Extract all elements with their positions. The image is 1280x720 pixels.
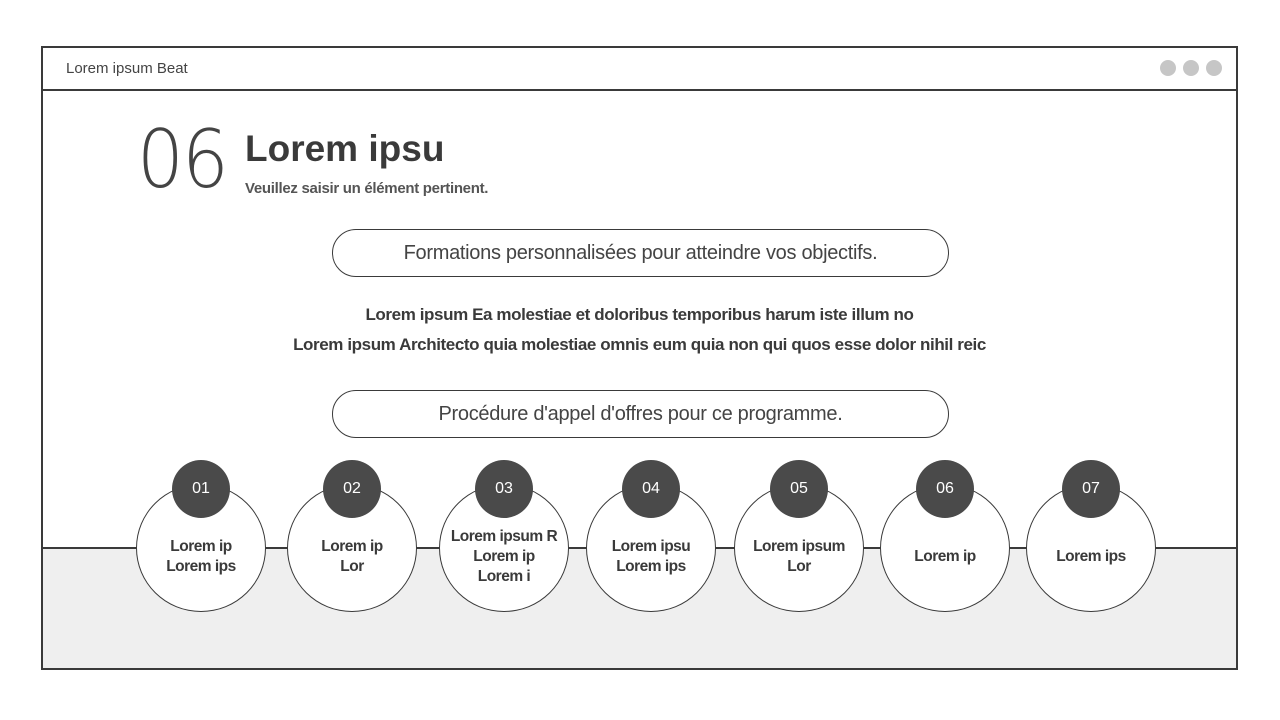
body-line: Lorem ipsum Architecto quia molestiae omnis eum quia non qui quos esse dolor nihil reic (293, 335, 986, 354)
step-label: Lorem ipsu (611, 538, 691, 555)
section-number: 06 (137, 113, 227, 206)
step-label: Lorem ip (914, 548, 976, 565)
step-item (1026, 480, 1156, 612)
step-number-badge: 06 (916, 460, 974, 518)
step-item (287, 480, 417, 612)
step-item (734, 480, 864, 612)
step-number-badge: 03 (475, 460, 533, 518)
step-item (439, 480, 569, 612)
step-label: Lorem ips (166, 558, 236, 575)
page-title: Lorem ipsu (245, 128, 445, 169)
step-number-badge: 05 (770, 460, 828, 518)
window-dot-icon[interactable] (1160, 60, 1176, 76)
page-subtitle: Veuillez saisir un élément pertinent. (245, 180, 489, 197)
step-label: Lor (787, 558, 811, 575)
window-title: Lorem ipsum Beat (66, 60, 188, 77)
step-label: Lorem ipsum R (450, 528, 558, 545)
body-text (43, 300, 1236, 360)
procedure-pill: Procédure d'appel d'offres pour ce programme. (332, 390, 949, 438)
step-label: Lorem ipsum (753, 538, 845, 555)
window-dot-icon[interactable] (1183, 60, 1199, 76)
step-label: Lor (340, 558, 364, 575)
window-dot-icon[interactable] (1206, 60, 1222, 76)
step-number-badge: 02 (323, 460, 381, 518)
step-label: Lorem ip (170, 538, 232, 555)
step-number-badge: 01 (172, 460, 230, 518)
step-item (136, 480, 266, 612)
step-number-badge: 07 (1062, 460, 1120, 518)
body-line: Lorem ipsum Ea molestiae et doloribus temporibus harum iste illum no (365, 305, 914, 324)
step-label: Lorem ip (321, 538, 383, 555)
presentation-window (41, 46, 1238, 670)
step-label: Lorem ip (473, 548, 535, 565)
step-item (880, 480, 1010, 612)
objectives-pill: Formations personnalisées pour atteindre vos objectifs. (332, 229, 949, 277)
step-label: Lorem i (477, 568, 531, 585)
step-number-badge: 04 (622, 460, 680, 518)
step-item (586, 480, 716, 612)
step-label: Lorem ips (1056, 548, 1126, 565)
window-controls (1160, 60, 1222, 76)
window-titlebar (43, 48, 1236, 91)
step-label: Lorem ips (616, 558, 686, 575)
